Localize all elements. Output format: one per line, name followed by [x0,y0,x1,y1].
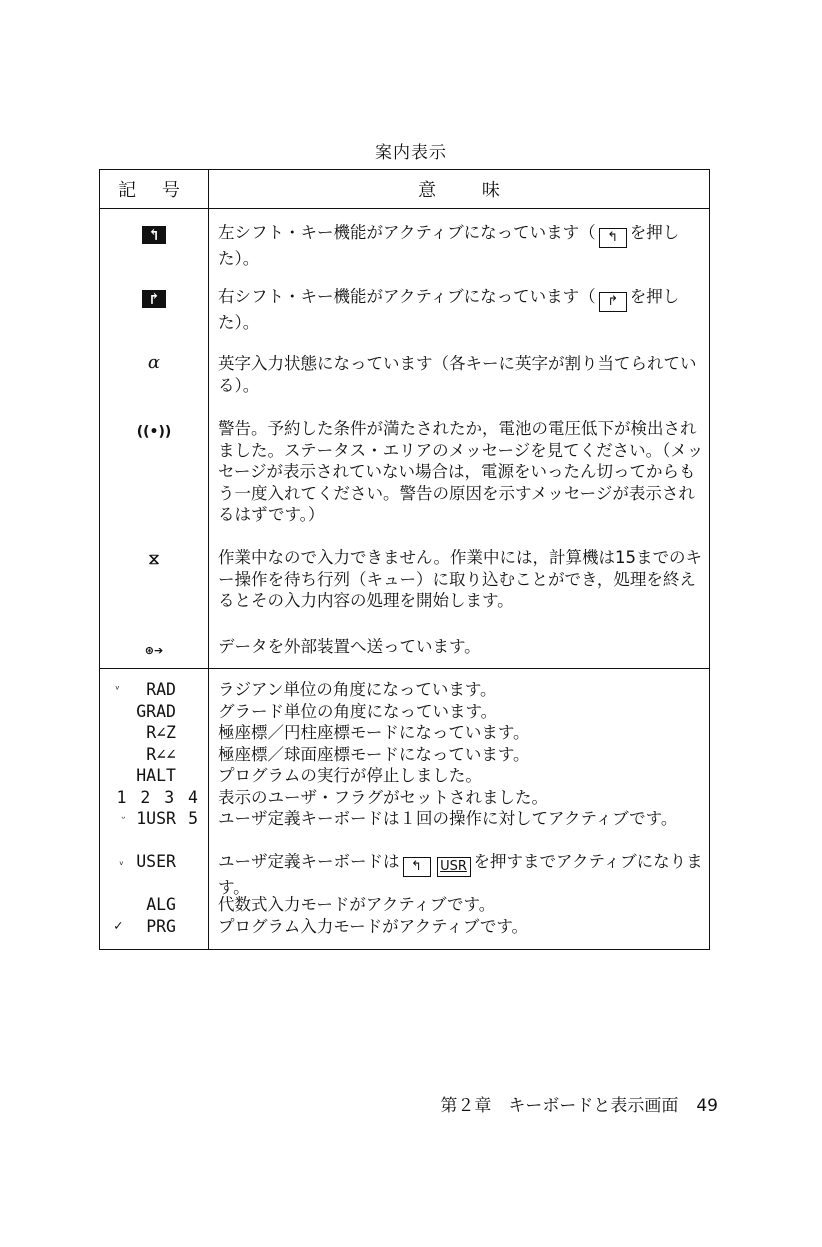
annunciator-grad: GRAD [136,701,176,721]
alert-icon [100,421,208,440]
right-shift-icon: ↱ [100,289,208,308]
annunciator-rz: R∠Z [146,723,176,742]
annunciator-desc-5: 表示のユーザ・フラグがセットされました。 [218,787,548,807]
column-divider [208,170,209,949]
left-shift-key-icon: ↰ [403,857,431,877]
annunciator-label: RAD [146,680,176,699]
annunciator-flags: 1 2 3 4 5 [116,787,200,828]
header-meaning: 意 味 [418,180,500,201]
annunciator-label: 1USR [136,809,176,828]
page-footer [440,1091,718,1116]
transmit-symbol: ⊛➔ [144,644,164,657]
annunciator-rzz: R∠∠ [146,744,176,764]
section-divider [100,668,709,669]
indicator-table [99,169,710,950]
alert-symbol: ((•)) [136,424,172,440]
row-busy-desc: 作業中なので入力できません。作業中には，計算機は15までのキー操作を待ち行列（キュー）に取り込むことができ，処理を終えるとその入力内容の処理を開始します。 [218,548,702,610]
annunciator-1usr: ᵕ 1USR [120,809,176,828]
transmit-icon [100,639,208,658]
annunciator-desc-6: ユーザ定義キーボードは１回の操作に対してアクティブです。 [218,809,678,828]
row-transmit-desc: データを外部装置へ送っています。 [218,637,481,656]
annunciator-desc-2: 極座標／円柱座標モードになっています。 [218,723,530,742]
annunciator-halt: HALT [136,766,176,785]
annunciator-desc-1: グラード単位の角度になっています。 [218,701,498,721]
desc-text: を押すまでアクティブになります。 [218,852,703,897]
desc-text: 右シフト・キー機能がアクティブになっています（ [218,287,596,306]
row-alpha-desc: 英字入力状態になっています（各キーに英字が割り当てられている）。 [218,354,697,395]
desc-text: を押した）。 [218,223,680,268]
annunciator-alg: ALG [146,895,176,914]
desc-text: ユーザ定義キーボードは [218,852,400,871]
left-shift-icon: ↰ [100,225,208,244]
hourglass-icon [100,549,208,569]
chapter-title: 第２章 キーボードと表示画面 [440,1096,679,1116]
desc-text: 左シフト・キー機能がアクティブになっています（ [218,223,596,242]
row-right-shift-desc [218,286,704,334]
annunciator-spacer [100,830,208,852]
annunciator-desc-4: プログラムの実行が停止しました。 [218,766,482,785]
annunciator-label: PRG [146,916,176,936]
annunciator-desc-7 [218,851,704,899]
row-alert-desc: 警告。予約した条件が満たされたか，電池の電圧低下が検出されました。ステータス・エリアのメッセージを見てください。（メッセージが表示されていない場合は，電源をいったん切ってからもう一度入れてください。警告の原因を示すメッセージが表示されるはずです。） [218,419,704,524]
annunciator-desc-8: 代数式入力モードがアクティブです。 [218,895,496,914]
annunciator-desc-0: ラジアン単位の角度になっています。 [218,680,497,699]
page-title: 案内表示 [375,143,447,163]
hourglass-symbol: ⧖ [148,549,160,568]
annunciator-symbols [100,679,208,937]
annunciator-desc-3: 極座標／球面座標モードになっています。 [218,744,530,764]
row-left-shift-desc [218,222,704,270]
annunciator-desc-9: プログラム入力モードがアクティブです。 [218,916,529,936]
header-symbol: 記 号 [118,180,190,201]
header-divider [100,208,709,209]
annunciator-user: ᵥ USER [118,852,176,871]
alpha-icon [100,352,208,373]
annunciator-spacer [100,873,208,895]
annunciator-prg: ✓ PRG [114,916,176,936]
usr-key-icon: USR [437,857,471,877]
left-shift-key-icon: ↰ [599,228,627,248]
alpha-symbol: α [147,352,161,373]
page-number: 49 [696,1096,718,1116]
right-shift-key-icon: ↱ [599,292,627,312]
annunciator-rad: ᵛ RAD [114,680,176,699]
desc-text: を押した）。 [218,287,680,332]
annunciator-label: USER [136,852,176,871]
